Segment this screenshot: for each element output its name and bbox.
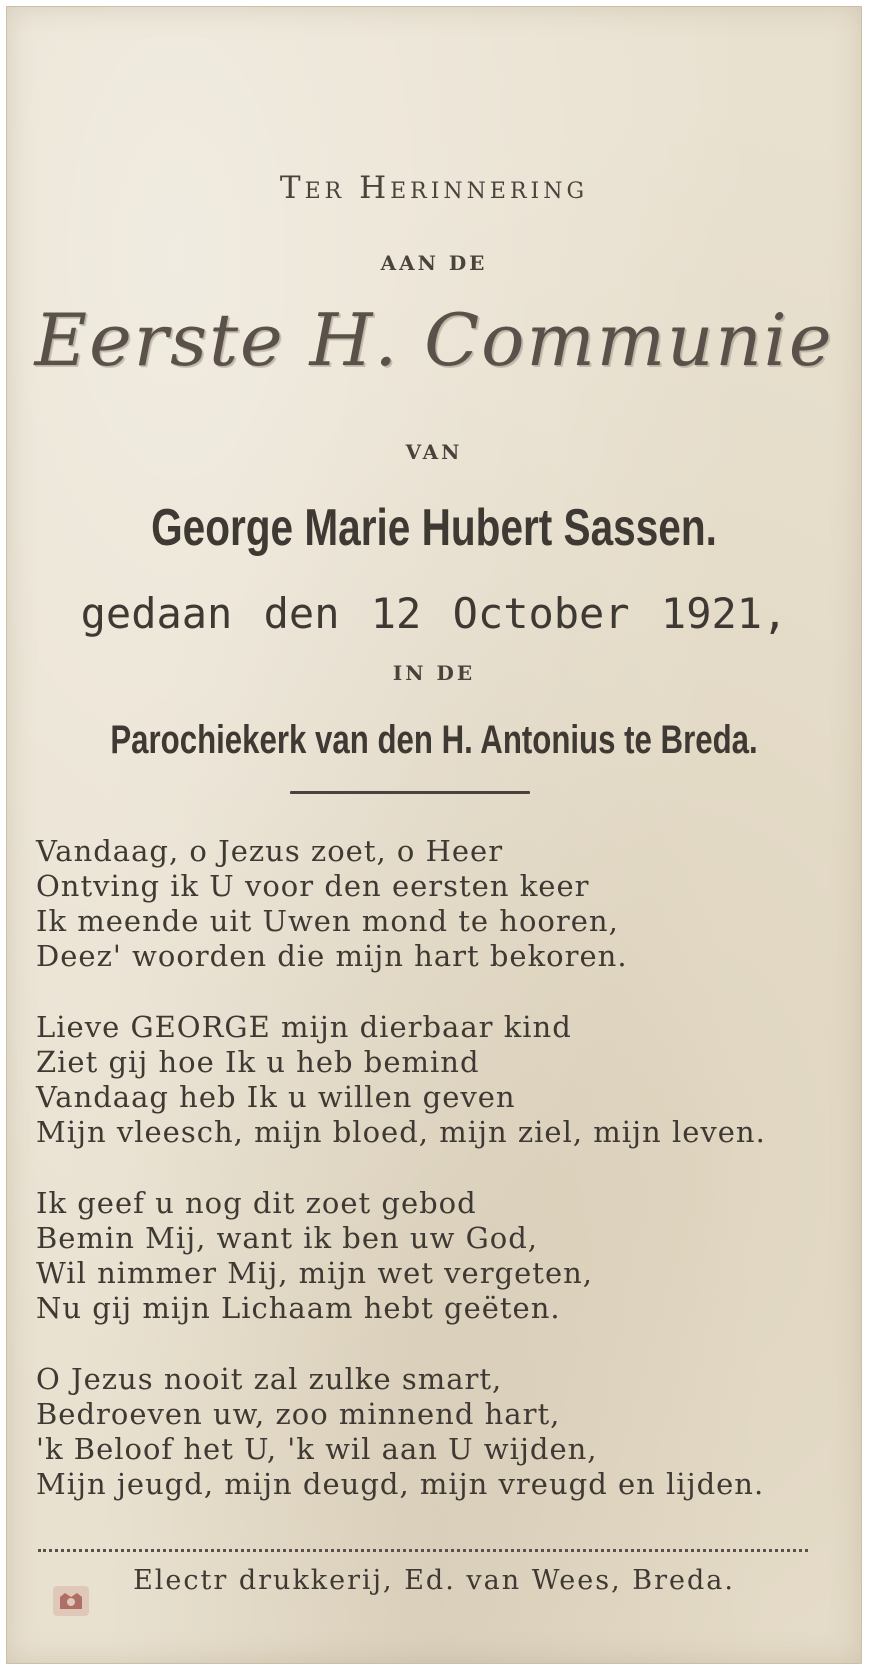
poem-line: Ik meende uit Uwen mond te hooren, [36, 904, 619, 938]
crest-stamp-icon [52, 1585, 90, 1617]
poem-line: Bedroeven uw, zoo minnend hart, [36, 1397, 561, 1431]
ornate-title: Eerste H. Communie [34, 298, 834, 382]
footer-dotted-rule [38, 1549, 808, 1552]
person-name: George Marie Hubert Sassen. [151, 499, 717, 557]
heading-ter-herinnering: Ter Herinnering [279, 170, 589, 206]
poem-line: Vandaag heb Ik u willen geven [36, 1080, 516, 1114]
heading-in-de: IN DE [392, 661, 476, 685]
communion-date: gedaan den 12 October 1921, [80, 589, 788, 638]
poem-line: Lieve GEORGE mijn dierbaar kind [36, 1010, 572, 1044]
poem-line: Vandaag, o Jezus zoet, o Heer [36, 834, 504, 868]
poem-line: O Jezus nooit zal zulke smart, [36, 1362, 503, 1396]
poem-stanza [36, 1186, 836, 1326]
poem-line: Wil nimmer Mij, mijn wet vergeten, [36, 1256, 594, 1290]
poem-line: Ontving ik U voor den eersten keer [36, 869, 590, 903]
poem [36, 834, 836, 1538]
poem-line: Nu gij mijn Lichaam hebt geëten. [36, 1291, 561, 1325]
memorial-card [6, 6, 862, 1664]
poem-line: Bemin Mij, want ik ben uw God, [36, 1221, 539, 1255]
heading-van: VAN [405, 440, 463, 464]
poem-stanza [36, 1362, 836, 1502]
divider-rule [290, 791, 530, 794]
poem-line: Ik geef u nog dit zoet gebod [36, 1186, 477, 1220]
heading-aan-de: AAN DE [380, 251, 488, 275]
church-name: Parochiekerk van den H. Antonius te Breda. [110, 718, 758, 762]
poem-line: Ziet gij hoe Ik u heb bemind [36, 1045, 480, 1079]
poem-stanza [36, 1010, 836, 1150]
poem-stanza [36, 834, 836, 974]
printer-credit: Electr drukkerij, Ed. van Wees, Breda. [133, 1565, 735, 1596]
poem-line: Mijn vleesch, mijn bloed, mijn ziel, mijn leven. [36, 1115, 766, 1149]
poem-line: 'k Beloof het U, 'k wil aan U wijden, [36, 1432, 598, 1466]
poem-line: Mijn jeugd, mijn deugd, mijn vreugd en lijden. [36, 1467, 765, 1501]
poem-line: Deez' woorden die mijn hart bekoren. [36, 939, 628, 973]
